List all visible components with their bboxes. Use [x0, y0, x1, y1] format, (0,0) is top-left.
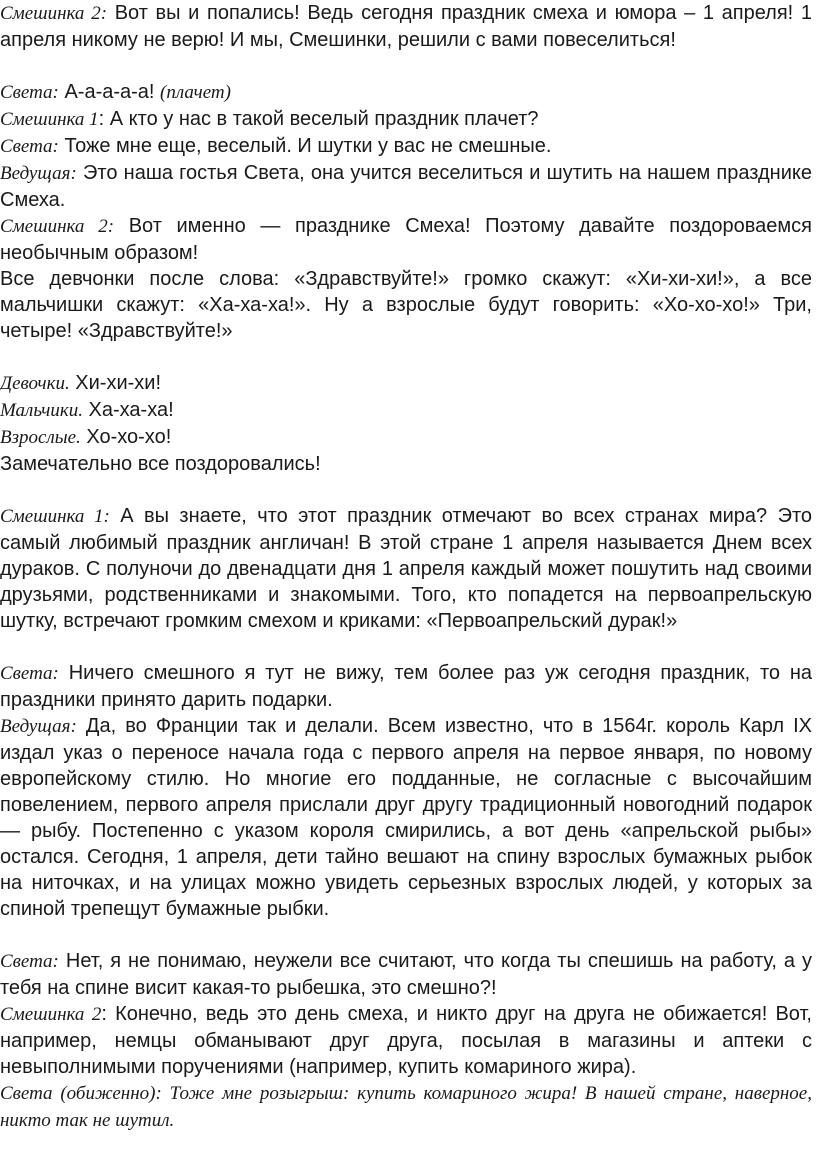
line-text: : Конечно, ведь это день смеха, и никто друг на друга не обижается! Вот, например, немцы обманывают друг друга, посылая в магазины и аптеки с невыполнимыми поручениями (например, купить комариного жира). — [0, 1003, 812, 1078]
paragraph — [0, 266, 812, 344]
paragraph — [0, 106, 812, 133]
blank-line — [0, 634, 812, 660]
paragraph — [0, 1080, 812, 1134]
speaker-label: Света (обиженно): Тоже мне розыгрыш: купить комариного жира! В нашей стране, наверное, никто так не шутил. — [0, 1083, 812, 1131]
paragraph — [0, 424, 812, 451]
line-text: Ничего смешного я тут не вижу, тем более раз уж сегодня праздник, то на праздники принято дарить подарки. — [0, 662, 812, 711]
paragraph — [0, 660, 812, 713]
line-text: Вот именно — празднике Смеха! Поэтому давайте поздороваемся необычным образом! — [0, 215, 812, 264]
speaker-label: Смешинка 2: — [0, 216, 115, 237]
line-text: : А кто у нас в такой веселый праздник плачет? — [98, 108, 539, 130]
paragraph — [0, 160, 812, 213]
line-text: Тоже мне еще, веселый. И шутки у вас не смешные. — [58, 135, 552, 157]
paragraph — [0, 451, 812, 477]
speaker-label: Взрослые. — [0, 427, 81, 448]
line-text: Все девчонки после слова: «Здравствуйте!» громко скажут: «Хи-хи-хи!», а все мальчишки скажут: «Ха-ха-ха!». Ну а взрослые будут говорить: «Хо-хо-хо!» Три, четыре! «Здравствуйте!» — [0, 268, 812, 342]
paragraph — [0, 370, 812, 397]
line-text: Нет, я не понимаю, неужели все считают, что когда ты спешишь на работу, а у тебя на спине висит какая-то рыбешка, это смешно?! — [0, 950, 812, 999]
speaker-label: Смешинка 1 — [0, 109, 99, 130]
speaker-label: Света: — [0, 951, 59, 972]
paragraph — [0, 133, 812, 160]
speaker-label: Смешинка 1: — [0, 506, 110, 527]
blank-line — [0, 922, 812, 948]
line-text: Ха-ха-ха! — [82, 399, 174, 421]
speaker-label: Смешинка 2: — [0, 3, 108, 24]
speaker-label: Ведущая: — [0, 163, 77, 184]
line-text: Замечательно все поздоровались! — [0, 453, 321, 475]
speaker-label: Света: — [0, 136, 59, 157]
speaker-label: Ведущая: — [0, 716, 77, 737]
paragraph — [0, 0, 812, 53]
line-text: Вот вы и попались! Ведь сегодня праздник смеха и юмора – 1 апреля! 1 апреля никому не верю! И мы, Смешинки, решили с вами повеселиться! — [0, 2, 812, 51]
paragraph — [0, 1001, 812, 1080]
blank-line — [0, 344, 812, 370]
line-text: А-а-а-а-а! — [58, 81, 161, 103]
speaker-label: Смешинка 2 — [0, 1004, 102, 1025]
speaker-label: Девочки. — [0, 373, 70, 394]
paragraph — [0, 213, 812, 266]
stage-direction: (плачет) — [160, 82, 231, 103]
line-text: Хо-хо-хо! — [80, 426, 172, 448]
paragraph — [0, 948, 812, 1001]
blank-line — [0, 477, 812, 503]
line-text: Да, во Франции так и делали. Всем известно, что в 1564г. король Карл IX издал указ о переносе начала года с первого апреля на первое января, по новому европейскому стилю. Но многие его подданные, не согласные с высочайшим повелением, первого апреля прислали друг другу традиционный новогодний подарок — рыбу. Постепенно с указом короля смирились, а вот день «апрельской рыбы» остался. Сегодня, 1 апреля, дети тайно вешают на спину взрослых бумажных рыбок на ниточках, и на улицах можно увидеть серьезных взрослых людей, у которых за спиной трепещут бумажные рыбки. — [0, 715, 812, 920]
paragraph — [0, 713, 812, 922]
speaker-label: Света: — [0, 663, 59, 684]
speaker-label: Мальчики. — [0, 400, 83, 421]
line-text: А вы знаете, что этот праздник отмечают во всех странах мира? Это самый любимый праздник англичан! В этой стране 1 апреля называется Днем всех дураков. С полуночи до двенадцати дня 1 апреля каждый может пошутить над своими друзьями, родственниками и знакомыми. Того, кто попадется на первоапрельскую шутку, встречают громким смехом и криками: «Первоапрельский дурак!» — [0, 505, 812, 632]
speaker-label: Света: — [0, 82, 59, 103]
paragraph — [0, 79, 812, 106]
paragraph — [0, 503, 812, 634]
blank-line — [0, 53, 812, 79]
paragraph — [0, 397, 812, 424]
line-text: Хи-хи-хи! — [69, 372, 162, 394]
line-text: Это наша гостья Света, она учится веселиться и шутить на нашем празднике Смеха. — [0, 162, 812, 211]
